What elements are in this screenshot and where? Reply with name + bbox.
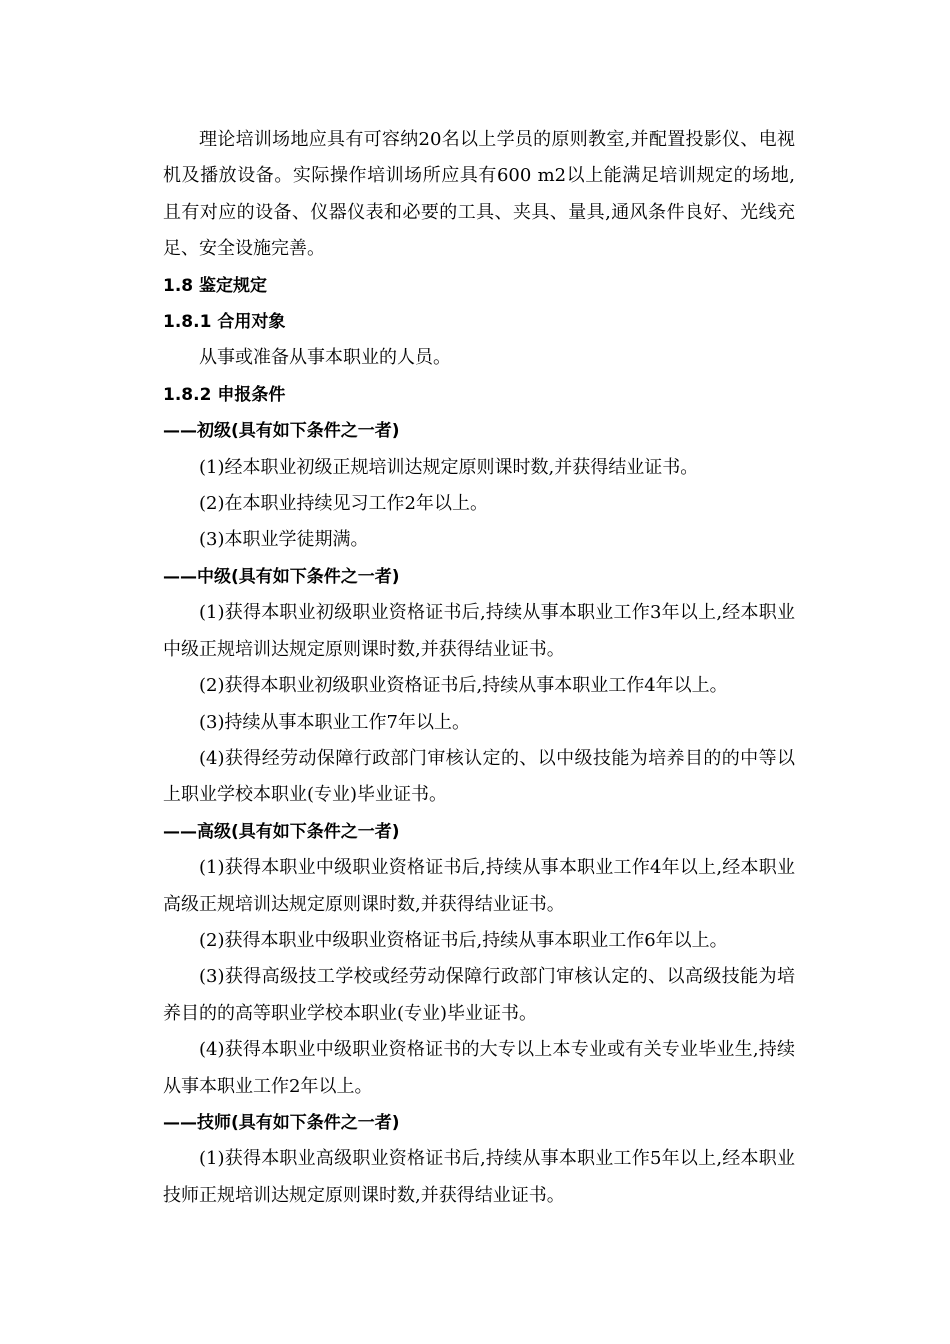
document-page	[163, 122, 795, 1214]
section-heading-1-8-1: 1.8.1 合用对象	[163, 312, 286, 333]
list-item: (1)经本职业初级正规培训达规定原则课时数,并获得结业证书。	[199, 456, 699, 478]
section-heading-1-8-2: 1.8.2 申报条件	[163, 384, 286, 405]
list-item: (3)本职业学徒期满。	[199, 529, 369, 551]
level-heading-senior: ——高级(具有如下条件之一者)	[163, 821, 400, 842]
paragraph-applicable-persons: 从事或准备从事本职业的人员。	[199, 347, 451, 369]
list-item: (1)获得本职业中级职业资格证书后,持续从事本职业工作4年以上,经本职业高级正规培训达规定原则课时数,并获得结业证书。	[163, 857, 795, 915]
section-heading-1-8: 1.8 鉴定规定	[163, 275, 268, 296]
list-item: (4)获得本职业中级职业资格证书的大专以上本专业或有关专业毕业生,持续从事本职业工作2年以上。	[163, 1039, 795, 1097]
list-item: (2)获得本职业初级职业资格证书后,持续从事本职业工作4年以上。	[199, 675, 728, 697]
paragraph-training-venue: 理论培训场地应具有可容纳20名以上学员的原则教室,并配置投影仪、电视机及播放设备。实际操作培训场所应具有600 m2以上能满足培训规定的场地,且有对应的设备、仪器仪表和必要的工具、夹具、量具,通风条件良好、光线充足、安全设施完善。	[163, 129, 795, 260]
level-heading-intermediate: ——中级(具有如下条件之一者)	[163, 566, 400, 587]
list-item: (3)持续从事本职业工作7年以上。	[199, 711, 470, 733]
level-heading-technician: ——技师(具有如下条件之一者)	[163, 1112, 400, 1133]
list-item: (1)获得本职业高级职业资格证书后,持续从事本职业工作5年以上,经本职业技师正规培训达规定原则课时数,并获得结业证书。	[163, 1148, 795, 1206]
list-item: (1)获得本职业初级职业资格证书后,持续从事本职业工作3年以上,经本职业中级正规培训达规定原则课时数,并获得结业证书。	[163, 602, 795, 660]
list-item: (2)获得本职业中级职业资格证书后,持续从事本职业工作6年以上。	[199, 929, 728, 951]
list-item: (3)获得高级技工学校或经劳动保障行政部门审核认定的、以高级技能为培养目的的高等职业学校本职业(专业)毕业证书。	[163, 966, 795, 1024]
list-item: (2)在本职业持续见习工作2年以上。	[199, 493, 488, 515]
level-heading-junior: ——初级(具有如下条件之一者)	[163, 421, 400, 442]
list-item: (4)获得经劳动保障行政部门审核认定的、以中级技能为培养目的的中等以上职业学校本职业(专业)毕业证书。	[163, 747, 795, 806]
